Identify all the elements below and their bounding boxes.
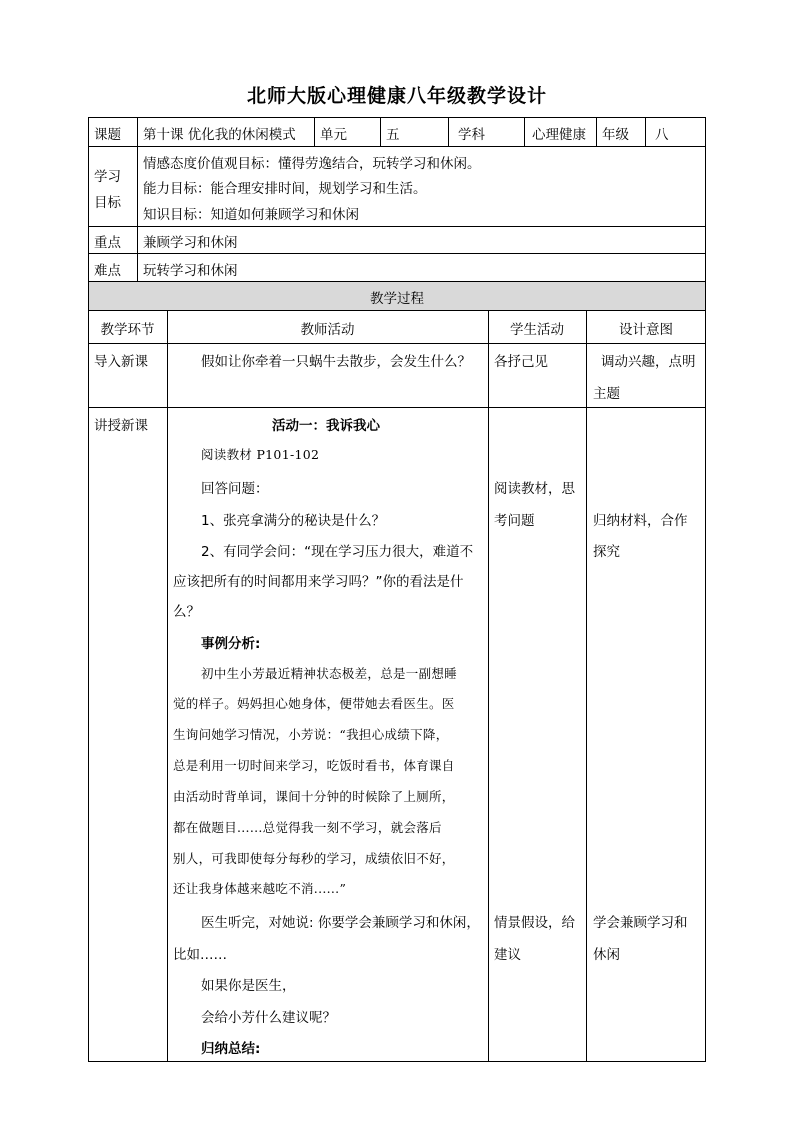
question-2: 么？ [173, 604, 200, 620]
key-point-label: 重点 [94, 235, 121, 251]
col-line [524, 117, 525, 146]
answer-prompt: 回答问题： [201, 481, 269, 497]
case-line: 总是利用一切时间来学习，吃饭时看书，体育课自 [173, 758, 455, 773]
col-line [645, 117, 646, 146]
table-border-left [88, 117, 89, 1062]
column-header-stage: 教学环节 [100, 322, 155, 338]
objectives-label: 学习 [94, 169, 121, 185]
column-header-intent: 设计意图 [619, 322, 673, 338]
intro-student: 各抒己见 [494, 354, 548, 370]
case-line: 觉的样子。妈妈担心她身体，便带她去看医生。医 [173, 696, 455, 711]
column-header-teacher: 教师活动 [300, 322, 355, 338]
col-line [586, 310, 587, 1062]
col-line [596, 117, 597, 146]
row-line [88, 226, 706, 227]
col-line [380, 117, 381, 146]
question-2: 2、有同学会问：“现在学习压力很大，难道不 [201, 544, 474, 560]
col-line [488, 310, 489, 1062]
column-header-student: 学生活动 [510, 322, 564, 338]
case-title: 事例分析: [201, 636, 261, 652]
table-border-top [88, 117, 706, 118]
intent-b: 休闲 [593, 947, 620, 963]
intent-a: 归纳材料，合作 [593, 513, 688, 529]
grade-value: 八 [655, 127, 669, 143]
lecture-stage: 讲授新课 [94, 418, 148, 434]
col-line [167, 310, 168, 1062]
intro-teacher: 假如让你牵着一只蜗牛去散步，会发生什么？ [201, 354, 471, 370]
case-line: 生询问她学习情况，小芳说：“我担心成绩下降， [173, 727, 449, 742]
table-border-bottom [88, 1061, 706, 1062]
student-activity-a: 阅读教材，思 [494, 481, 575, 497]
intent-a: 探究 [593, 544, 620, 560]
difficulty-label: 难点 [94, 263, 121, 279]
student-activity-b: 情景假设，给 [494, 915, 575, 931]
if-doctor: 如果你是医生， [201, 978, 296, 994]
doctor-line: 比如…… [173, 947, 227, 963]
student-activity-a: 考问题 [494, 513, 535, 529]
grade-label: 年级 [602, 127, 629, 143]
intro-intent: 主题 [593, 386, 620, 402]
table-border-right [705, 117, 706, 1062]
question-2: 应该把所有的时间都用来学习吗？”你的看法是什 [173, 574, 464, 590]
subject-label: 学科 [458, 127, 485, 143]
intro-intent: 调动兴趣，点明 [601, 354, 696, 370]
intent-b: 学会兼顾学习和 [593, 915, 688, 931]
advice-question: 会给小芳什么建议呢？ [201, 1010, 336, 1026]
col-line [137, 117, 138, 281]
objective-line: 情感态度价值观目标：懂得劳逸结合，玩转学习和休闲。 [143, 156, 481, 172]
process-header: 教学过程 [370, 291, 424, 307]
unit-value: 五 [386, 127, 400, 143]
col-line [448, 117, 449, 146]
summary-label: 归纳总结: [201, 1041, 261, 1057]
objective-line: 知识目标：知道如何兼顾学习和休闲 [143, 207, 359, 223]
row-line [88, 310, 706, 311]
question-1: 1、张亮拿满分的秘诀是什么？ [201, 513, 386, 529]
row-line [88, 407, 706, 408]
doctor-line: 医生听完，对她说: 你要学会兼顾学习和休闲， [201, 915, 480, 931]
unit-label: 单元 [320, 127, 347, 143]
lesson-label: 课题 [94, 127, 121, 143]
col-line [314, 117, 315, 146]
subject-value: 心理健康 [532, 127, 586, 143]
activity-title: 活动一：我诉我心 [272, 418, 380, 434]
lesson-value: 第十课 优化我的休闲模式 [143, 127, 296, 143]
row-line [88, 253, 706, 254]
objectives-label: 目标 [94, 195, 121, 211]
intro-stage: 导入新课 [94, 354, 148, 370]
difficulty-value: 玩转学习和休闲 [143, 263, 238, 279]
key-point-value: 兼顾学习和休闲 [143, 235, 238, 251]
page-title: 北师大版心理健康八年级教学设计 [246, 85, 547, 107]
read-material: 阅读教材 P101-102 [201, 447, 320, 462]
case-line: 由活动时背单词，课间十分钟的时候除了上厕所， [173, 789, 455, 804]
row-line [88, 146, 706, 147]
row-line [88, 281, 706, 282]
row-line [88, 343, 706, 344]
student-activity-b: 建议 [494, 947, 521, 963]
case-line: 别人，可我即使每分每秒的学习，成绩依旧不好， [173, 851, 455, 866]
case-line: 都在做题目......总觉得我一刻不学习，就会落后 [173, 820, 442, 835]
case-line: 初中生小芳最近精神状态极差，总是一副想睡 [201, 666, 458, 681]
objective-line: 能力目标：能合理安排时间，规划学习和生活。 [143, 181, 427, 197]
case-line: 还让我身体越来越吃不消......” [173, 881, 347, 896]
